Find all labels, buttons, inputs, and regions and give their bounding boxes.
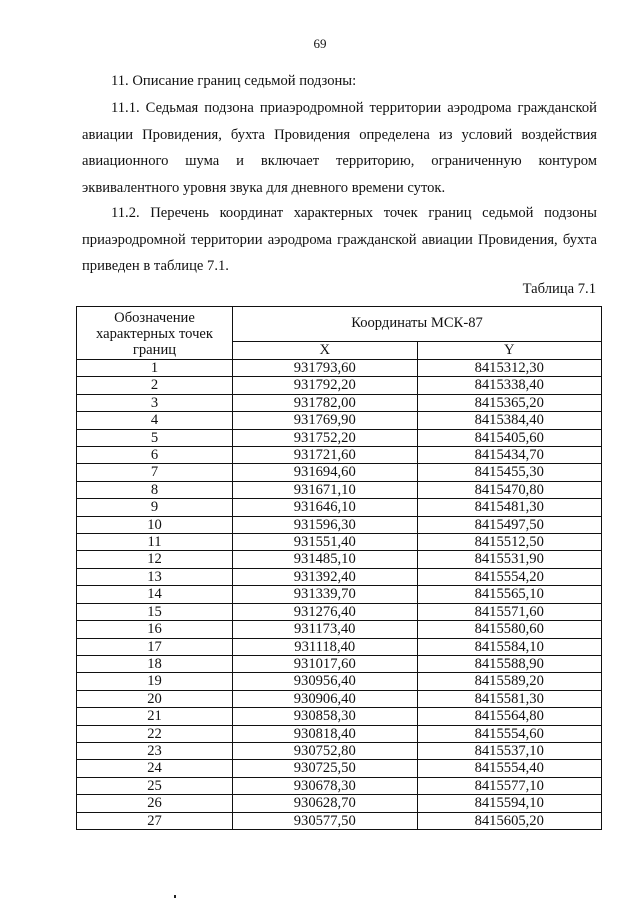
table-row — [77, 690, 602, 707]
cell-point-id: 13 — [77, 568, 233, 585]
cell-x: 931276,40 — [233, 603, 418, 620]
coordinates-table — [76, 306, 602, 830]
table-row — [77, 777, 602, 794]
cell-x: 931694,60 — [233, 464, 418, 481]
cell-y: 8415554,60 — [417, 725, 602, 742]
cell-point-id: 11 — [77, 534, 233, 551]
cell-point-id: 21 — [77, 708, 233, 725]
cell-x: 931671,10 — [233, 481, 418, 498]
cell-x: 930906,40 — [233, 690, 418, 707]
table-row — [77, 464, 602, 481]
table-row — [77, 621, 602, 638]
table-row — [77, 586, 602, 603]
cell-point-id: 18 — [77, 655, 233, 672]
cell-y: 8415554,40 — [417, 760, 602, 777]
cell-y: 8415588,90 — [417, 655, 602, 672]
table-row — [77, 534, 602, 551]
cell-point-id: 2 — [77, 377, 233, 394]
cell-point-id: 25 — [77, 777, 233, 794]
stray-mark — [174, 895, 176, 898]
cell-x: 931596,30 — [233, 516, 418, 533]
cell-x: 931017,60 — [233, 655, 418, 672]
cell-point-id: 7 — [77, 464, 233, 481]
header-x: X — [233, 341, 418, 359]
table-row — [77, 655, 602, 672]
header-coordinates-group: Координаты МСК-87 — [233, 307, 602, 342]
cell-y: 8415581,30 — [417, 690, 602, 707]
table-row — [77, 742, 602, 759]
cell-point-id: 8 — [77, 481, 233, 498]
cell-y: 8415580,60 — [417, 621, 602, 638]
cell-point-id: 14 — [77, 586, 233, 603]
cell-point-id: 17 — [77, 638, 233, 655]
table-row — [77, 638, 602, 655]
table-row — [77, 377, 602, 394]
cell-y: 8415434,70 — [417, 447, 602, 464]
cell-point-id: 27 — [77, 812, 233, 829]
cell-y: 8415605,20 — [417, 812, 602, 829]
cell-point-id: 23 — [77, 742, 233, 759]
cell-y: 8415571,60 — [417, 603, 602, 620]
cell-y: 8415455,30 — [417, 464, 602, 481]
cell-x: 931793,60 — [233, 360, 418, 377]
table-row — [77, 412, 602, 429]
cell-point-id: 24 — [77, 760, 233, 777]
cell-x: 931792,20 — [233, 377, 418, 394]
cell-point-id: 10 — [77, 516, 233, 533]
table-row — [77, 673, 602, 690]
table-row — [77, 429, 602, 446]
paragraph-11-1 — [82, 95, 597, 201]
section-heading-text: 11. Описание границ седьмой подзоны: — [111, 73, 357, 89]
cell-y: 8415589,20 — [417, 673, 602, 690]
cell-point-id: 15 — [77, 603, 233, 620]
paragraph-11-1-text: 11.1. Седьмая подзона приаэродромной территории аэродрома гражданской авиации Провидения, бухта Провидения определена из условий воздействия авиационного шума и включает территорию, ограниченную контуром эквивалентного уровня звука для дневного времени суток. — [82, 100, 597, 196]
cell-y: 8415405,60 — [417, 429, 602, 446]
cell-y: 8415384,40 — [417, 412, 602, 429]
cell-x: 930577,50 — [233, 812, 418, 829]
cell-x: 930725,50 — [233, 760, 418, 777]
cell-y: 8415312,30 — [417, 360, 602, 377]
cell-x: 930678,30 — [233, 777, 418, 794]
cell-point-id: 3 — [77, 394, 233, 411]
cell-x: 930752,80 — [233, 742, 418, 759]
cell-point-id: 26 — [77, 795, 233, 812]
cell-y: 8415594,10 — [417, 795, 602, 812]
cell-point-id: 5 — [77, 429, 233, 446]
cell-x: 931392,40 — [233, 568, 418, 585]
cell-point-id: 4 — [77, 412, 233, 429]
cell-point-id: 16 — [77, 621, 233, 638]
coordinates-table-body — [77, 360, 602, 830]
cell-y: 8415584,10 — [417, 638, 602, 655]
table-row — [77, 603, 602, 620]
cell-x: 931782,00 — [233, 394, 418, 411]
table-row — [77, 708, 602, 725]
cell-x: 930956,40 — [233, 673, 418, 690]
cell-y: 8415537,10 — [417, 742, 602, 759]
cell-point-id: 9 — [77, 499, 233, 516]
header-y: Y — [417, 341, 602, 359]
paragraph-11-2-text: 11.2. Перечень координат характерных точек границ седьмой подзоны приаэродромной территории аэродрома гражданской авиации Провидения, бухта приведен в таблице 7.1. — [82, 205, 597, 274]
cell-y: 8415512,50 — [417, 534, 602, 551]
cell-y: 8415470,80 — [417, 481, 602, 498]
table-row — [77, 760, 602, 777]
cell-point-id: 22 — [77, 725, 233, 742]
cell-y: 8415565,10 — [417, 586, 602, 603]
cell-y: 8415365,20 — [417, 394, 602, 411]
table-row — [77, 394, 602, 411]
table-row — [77, 499, 602, 516]
cell-x: 931485,10 — [233, 551, 418, 568]
cell-point-id: 19 — [77, 673, 233, 690]
cell-x: 931752,20 — [233, 429, 418, 446]
cell-x: 931173,40 — [233, 621, 418, 638]
table-row — [77, 481, 602, 498]
cell-x: 931721,60 — [233, 447, 418, 464]
table-row — [77, 812, 602, 829]
cell-x: 930628,70 — [233, 795, 418, 812]
cell-point-id: 1 — [77, 360, 233, 377]
cell-x: 930818,40 — [233, 725, 418, 742]
cell-point-id: 6 — [77, 447, 233, 464]
cell-y: 8415577,10 — [417, 777, 602, 794]
cell-x: 931646,10 — [233, 499, 418, 516]
cell-point-id: 12 — [77, 551, 233, 568]
cell-x: 930858,30 — [233, 708, 418, 725]
cell-x: 931769,90 — [233, 412, 418, 429]
paragraph-11-2 — [82, 200, 597, 280]
table-row — [77, 516, 602, 533]
table-caption: Таблица 7.1 — [522, 281, 596, 297]
section-heading — [82, 68, 597, 95]
table-row — [77, 447, 602, 464]
cell-y: 8415531,90 — [417, 551, 602, 568]
cell-x: 931551,40 — [233, 534, 418, 551]
cell-x: 931118,40 — [233, 638, 418, 655]
cell-y: 8415481,30 — [417, 499, 602, 516]
table-row — [77, 360, 602, 377]
cell-y: 8415564,80 — [417, 708, 602, 725]
cell-point-id: 20 — [77, 690, 233, 707]
cell-y: 8415554,20 — [417, 568, 602, 585]
table-row — [77, 551, 602, 568]
page-number: 69 — [313, 36, 327, 51]
header-point-name: Обозначение характерных точек границ — [77, 307, 233, 360]
cell-y: 8415338,40 — [417, 377, 602, 394]
cell-x: 931339,70 — [233, 586, 418, 603]
cell-y: 8415497,50 — [417, 516, 602, 533]
table-row — [77, 725, 602, 742]
table-row — [77, 795, 602, 812]
table-row — [77, 568, 602, 585]
